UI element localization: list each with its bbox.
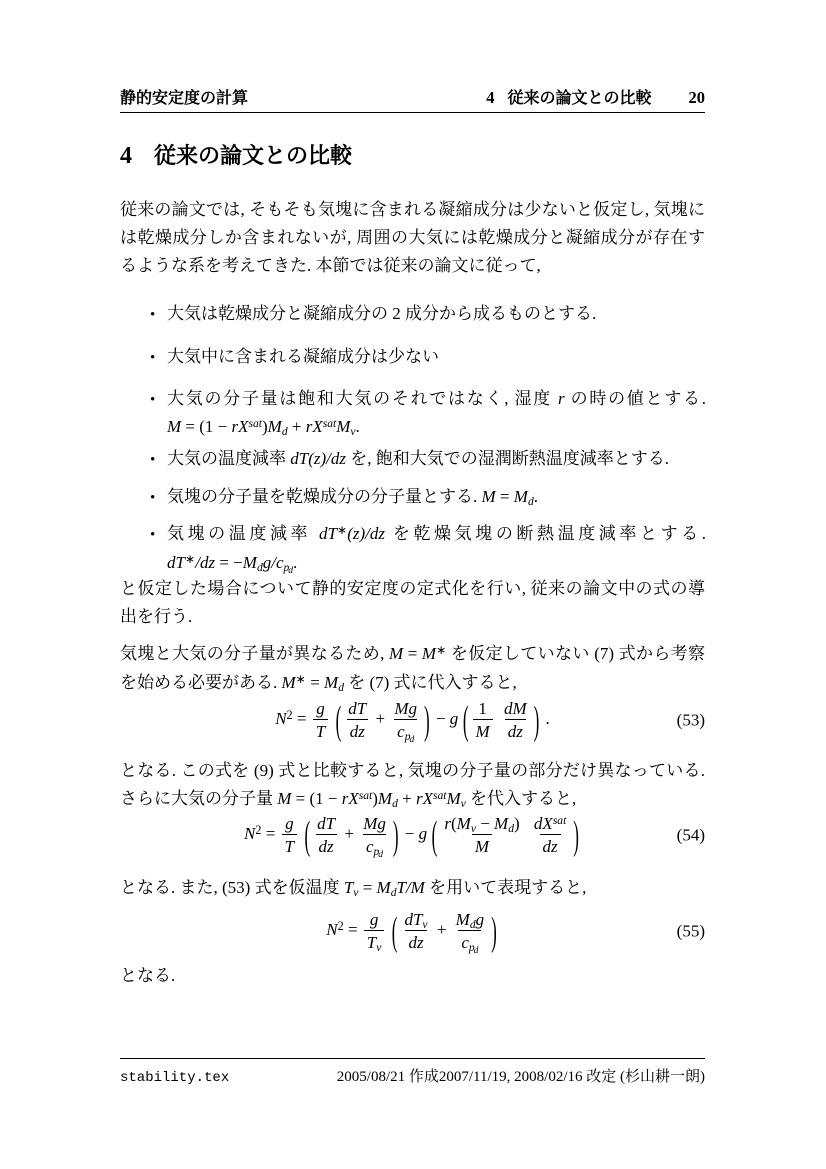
list-item-text: 気塊の温度減率 dT∗(z)/dz を乾燥気塊の断熱温度減率とする. $dT^∗/dz = -Mdg/cp_d$.	[167, 523, 711, 577]
page-footer	[120, 1058, 705, 1086]
bullet-icon	[150, 343, 167, 372]
header-section-ref	[486, 85, 705, 108]
paragraph-compare: となる. この式を (9) 式と比較すると, 気塊の分子量の部分だけ異なっている. さらに大気の分子量 $M = (1 - rX^{sat})Md + rX^{sat}Mv$ を代入すると,	[120, 761, 710, 811]
header-running-title: 静的安定度の計算	[120, 90, 249, 107]
list-item	[150, 343, 706, 372]
section-number: 4	[120, 143, 132, 169]
equation-54	[120, 806, 705, 864]
paragraph-derivation-start: 気塊と大気の分子量が異なるため, M = M∗ を仮定していない (7) 式から考察を始める必要がある. M∗ = Md を (7) 式に代入すると,	[120, 643, 706, 695]
bullet-icon	[150, 520, 167, 580]
list-item-text: 大気は乾燥成分と凝縮成分の 2 成分から成るものとする.	[167, 304, 597, 323]
list-item	[150, 385, 711, 443]
bullet-icon	[150, 445, 167, 474]
footer-dates: 2005/08/21 作成2007/11/19, 2008/02/16 改定 (杉山耕一朗)	[336, 1069, 705, 1085]
equation-54-body: $N^2$ = $\frac{g}{T}$ ( $\frac{dT}{dz}$ + $\frac{Mg}{cp_d}$ ) − g ( $\frac{r(Mv - Md)}{M}$ $\frac{dX^{sat}}{dz}$ )	[244, 812, 579, 861]
list-item	[150, 483, 706, 513]
header-page-number: 20	[688, 88, 705, 107]
list-item-text: 大気の分子量は飽和大気のそれではなく, 湿度 r の時の値とする. $M = (1 - rX^{sat})Md + rX^{sat}Mv$.	[167, 389, 711, 439]
footer-filename: stability.tex	[120, 1070, 230, 1086]
section-title: 従来の論文との比較	[154, 143, 353, 168]
section-heading	[120, 139, 352, 170]
list-item	[150, 445, 706, 474]
bullet-icon	[150, 300, 167, 329]
equation-53-body: $N^2$ = $\frac{g}{T}$ ( $\frac{dT}{dz}$ + $\frac{Mg}{cp_d}$ ) − g ( $\frac{1}{M}$ $\frac{dM}{dz}$ ) .	[275, 697, 550, 746]
list-item-text: 大気中に含まれる凝縮成分は少ない	[167, 347, 439, 366]
paragraph-intro: 従来の論文では, そもそも気塊に含まれる凝縮成分は少ないと仮定し, 気塊には乾燥成分しか含まれないが, 周囲の大気には乾燥成分と凝縮成分が存在するような系を考えてきた. 本節では従来の論文に従って,	[120, 200, 705, 275]
paragraph-virtual-temp: となる. また, (53) 式を仮温度 Tv = MdT/M を用いて表現すると,	[120, 878, 587, 900]
equation-55-tag: (55)	[676, 921, 705, 941]
paragraph-after-list: と仮定した場合について静的安定度の定式化を行い, 従来の論文中の式の導出を行う.	[120, 579, 705, 626]
page-header	[120, 85, 705, 113]
list-item	[150, 300, 706, 329]
header-section-title: 従来の論文との比較	[507, 90, 652, 107]
paragraph-closing: となる.	[120, 966, 176, 985]
list-item-text: 大気の温度減率 dT(z)/dz を, 飽和大気での湿潤断熱温度減率とする.	[167, 449, 669, 468]
bullet-icon	[150, 385, 167, 443]
list-item	[150, 520, 711, 580]
bullet-icon	[150, 483, 167, 513]
equation-53	[120, 694, 705, 746]
equation-55-body: $N^2$ = $\frac{g}{Tv}$ ( $\frac{\text{dTv}}{dz}$ + $\frac{\text{Mdg}}{cp_d}$ )	[326, 908, 497, 957]
equation-54-tag: (54)	[676, 825, 705, 845]
equation-55	[120, 902, 705, 960]
header-section-number: 4	[486, 88, 495, 107]
list-item-text: 気塊の分子量を乾燥成分の分子量とする. M = Md.	[167, 487, 538, 509]
assumption-list	[150, 300, 711, 580]
equation-53-tag: (53)	[676, 710, 705, 730]
